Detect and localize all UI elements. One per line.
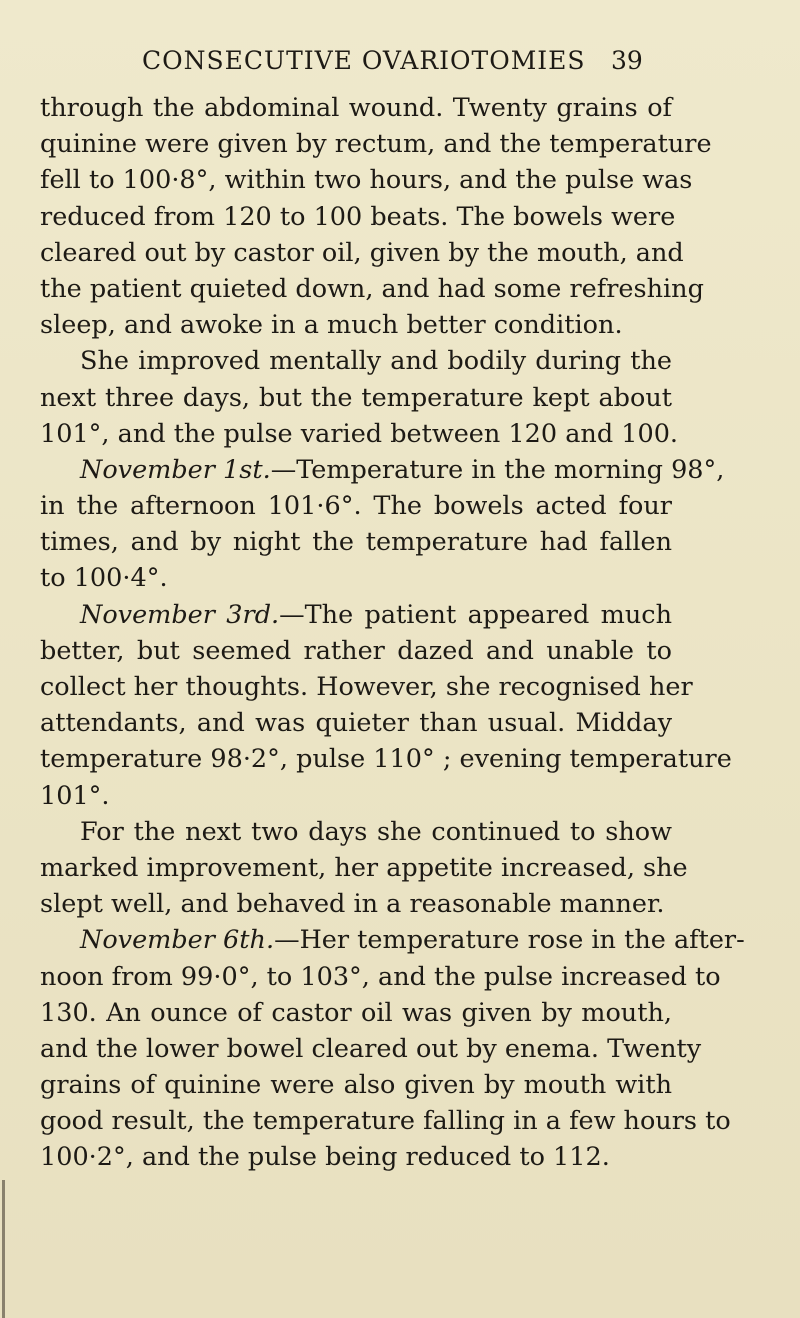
text-line: 130. An ounce of castor oil was given by mouth, <box>40 997 672 1028</box>
text-line <box>40 597 672 633</box>
text-line: cleared out by castor oil, given by the mouth, and <box>40 237 684 268</box>
text-line: next three days, but the temperature kept about <box>40 382 672 413</box>
text-line: noon from 99·0°, to 103°, and the pulse increased to <box>40 961 721 992</box>
text-line: reduced from 120 to 100 beats. The bowels were <box>40 201 676 232</box>
text-line: sleep, and awoke in a much better condition. <box>40 310 623 341</box>
entry-text: —The patient appeared much <box>279 599 672 630</box>
text-line <box>40 922 745 958</box>
text-line: attendants, and was quieter than usual. Midday <box>40 708 672 739</box>
entry-date: November 6th. <box>80 925 275 956</box>
entry-date: November 1st. <box>80 454 271 485</box>
text-line: She improved mentally and bodily during the <box>80 346 672 377</box>
text-line: good result, the temperature falling in a few hours to <box>40 1106 731 1137</box>
text-line: collect her thoughts. However, she recognised her <box>40 672 693 702</box>
text-line: fell to 100·8°, within two hours, and the pulse was <box>40 165 693 196</box>
entry-date: November 3rd. <box>80 599 280 630</box>
text-line: slept well, and behaved in a reasonable manner. <box>40 889 665 920</box>
entry-text: —Her temperature rose in the after- <box>274 925 745 956</box>
text-line: marked improvement, her appetite increased, she <box>40 852 688 883</box>
text-line: For the next two days she continued to show <box>80 816 672 847</box>
text-line: to 100·4°. <box>40 563 168 594</box>
running-title: CONSECUTIVE OVARIOTOMIES <box>142 46 586 75</box>
running-head <box>0 46 800 86</box>
text-line: grains of quinine were also given by mouth with <box>40 1070 672 1101</box>
text-line: times, and by night the temperature had fallen <box>40 527 672 558</box>
page-edge-shadow <box>2 1180 5 1318</box>
text-line: 100·2°, and the pulse being reduced to 112. <box>40 1142 610 1173</box>
page-number: 39 <box>611 46 643 75</box>
text-line: better, but seemed rather dazed and unable to <box>40 635 672 666</box>
text-line <box>40 452 725 488</box>
body-text <box>40 90 745 1176</box>
text-line: and the lower bowel cleared out by enema. Twenty <box>40 1033 702 1064</box>
text-line: 101°, and the pulse varied between 120 and 100. <box>40 418 679 449</box>
entry-text: —Temperature in the morning 98°, <box>270 454 725 485</box>
text-line: the patient quieted down, and had some refreshing <box>40 273 704 304</box>
text-line: temperature 98·2°, pulse 110° ; evening temperature <box>40 744 732 775</box>
text-line: through the abdominal wound. Twenty grains of <box>40 93 672 123</box>
text-line: quinine were given by rectum, and the temperature <box>40 129 712 160</box>
text-line: 101°. <box>40 780 110 811</box>
text-line: in the afternoon 101·6°. The bowels acted four <box>40 491 672 522</box>
